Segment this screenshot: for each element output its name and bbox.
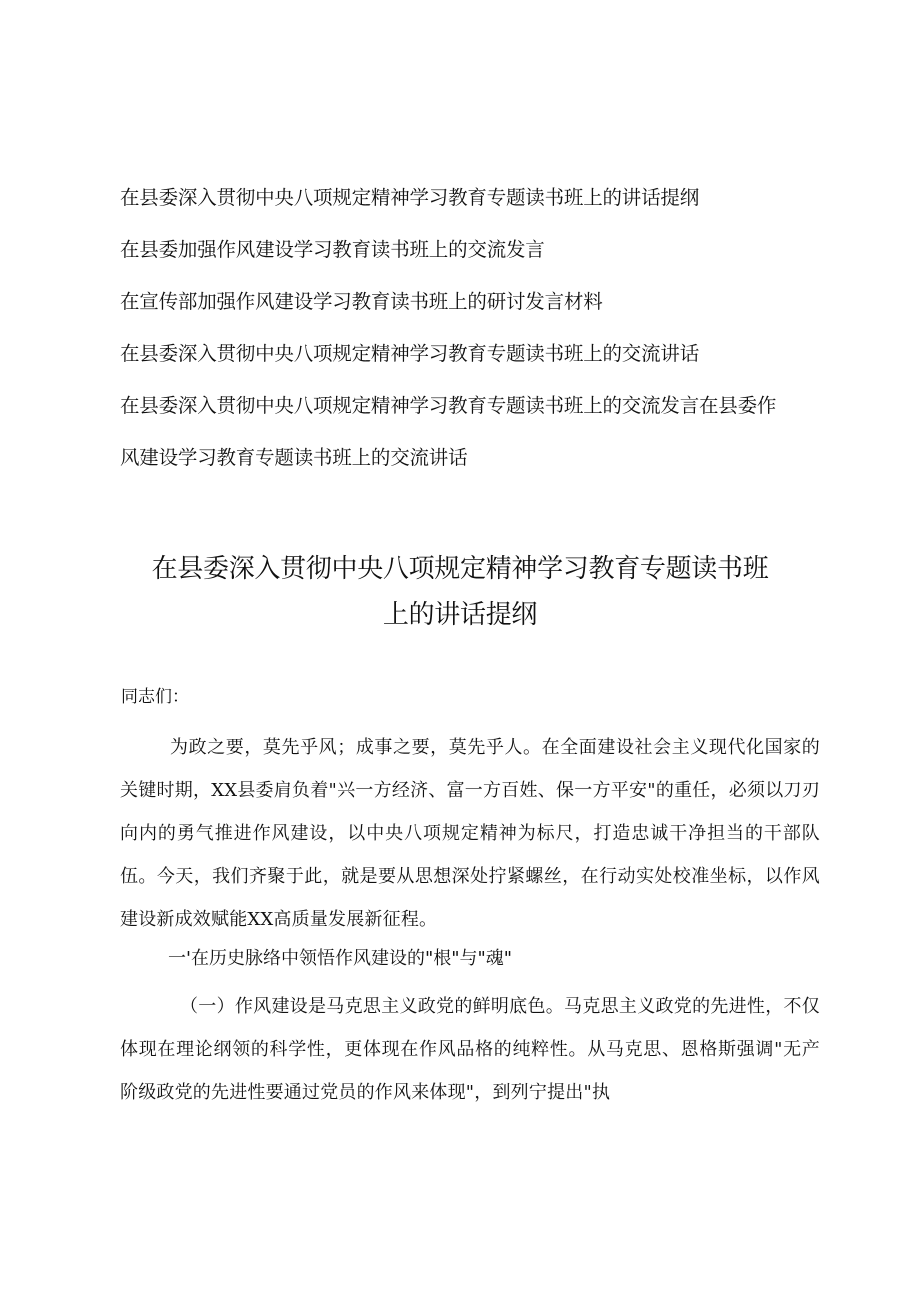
- toc-item: 在县委加强作风建设学习教育读书班上的交流发言: [120, 238, 545, 261]
- toc-item-continuation: 风建设学习教育专题读书班上的交流讲话: [120, 446, 468, 469]
- section-heading: 一'在历史脉络中领悟作风建设的"根"与"魂": [168, 948, 513, 969]
- toc-item: 在宣传部加强作风建设学习教育读书班上的研讨发言材料: [120, 290, 603, 313]
- toc-item: 在县委深入贯彻中央八项规定精神学习教育专题读书班上的讲话提纲: [120, 186, 700, 209]
- toc-item: 在县委深入贯彻中央八项规定精神学习教育专题读书班上的交流发言在县委作: [120, 394, 777, 417]
- salutation: 同志们：: [121, 687, 189, 707]
- toc-item: 在县委深入贯彻中央八项规定精神学习教育专题读书班上的交流讲话: [120, 342, 700, 365]
- body-paragraph: 为政之要，莫先乎风；成事之要，莫先乎人。在全面建设社会主义现代化国家的关键时期，XX县委肩负着"兴一方经济、富一方百姓、保一方平安"的重任，必须以刀刃向内的勇气推进作风建设，以中央八项规定精神为标尺，打造忠诚干净担当的干部队伍。今天，我们齐聚于此，就是要从思想深处拧紧螺丝，在行动实处校准坐标，以作风建设新成效赋能XX高质量发展新征程。: [120, 737, 820, 930]
- title-line-1: 在县委深入贯彻中央八项规定精神学习教育专题读书班: [151, 554, 769, 584]
- body-paragraph: （一）作风建设是马克思主义政党的鲜明底色。马克思主义政党的先进性，不仅体现在理论纲领的科学性，更体现在作风品格的纯粹性。从马克思、恩格斯强调"无产阶级政党的先进性要通过党员的作风来体现"，到列宁提出"执: [120, 996, 820, 1103]
- document-title: [90, 546, 830, 638]
- title-line-2: 上的讲话提纲: [382, 600, 538, 630]
- table-of-contents: [120, 172, 820, 484]
